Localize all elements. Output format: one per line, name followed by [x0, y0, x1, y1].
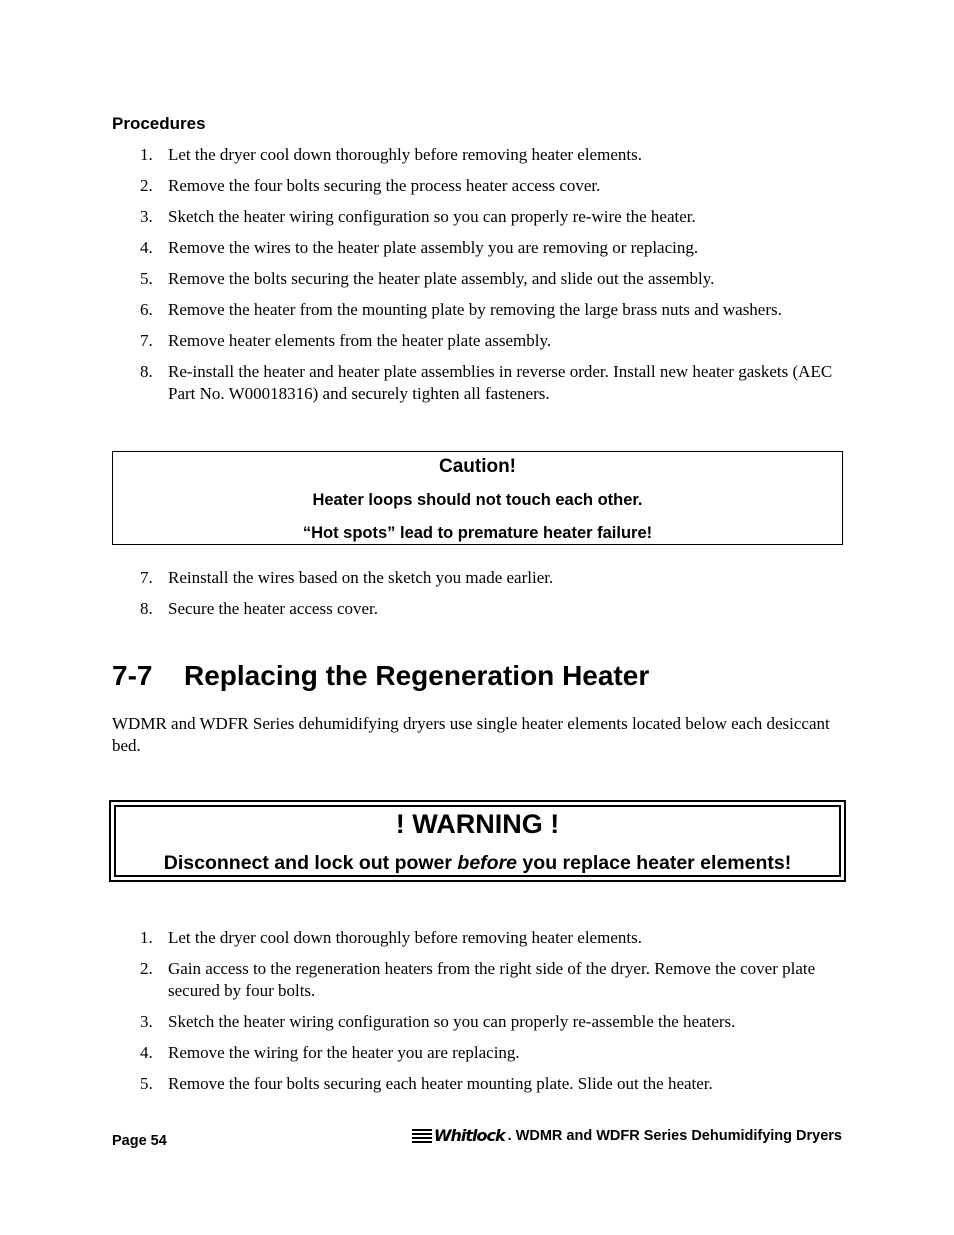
footer-title: Whitlock . WDMR and WDFR Series Dehumidifying Dryers — [412, 1128, 842, 1144]
list-item: 1. Let the dryer cool down thoroughly before removing heater elements. — [140, 145, 642, 164]
list-item: 7. Reinstall the wires based on the sketch you made earlier. — [140, 568, 554, 587]
warning-box — [109, 800, 846, 882]
caution-title: Caution! — [438, 456, 517, 477]
list-item: 8. Secure the heater access cover. — [140, 599, 379, 618]
section-heading — [112, 660, 649, 692]
list-item: 8. Re-install the heater and heater plate assemblies in reverse order. Install new heater gaskets (AEC Part No. W00018316) and securely tighten all fasteners. — [140, 362, 833, 403]
warning-line: Disconnect and lock out power before you replace heater elements! — [163, 852, 792, 874]
list-item: 3. Sketch the heater wiring configuration so you can properly re-wire the heater. — [140, 207, 696, 226]
aec-logo-icon — [412, 1128, 432, 1144]
list-item: 2. Gain access to the regeneration heaters from the right side of the dryer. Remove the cover plate secured by four bolts. — [140, 959, 816, 1000]
section-intro: WDMR and WDFR Series dehumidifying dryers use single heater elements located below each desiccant bed. — [112, 714, 830, 755]
list-item: 5. Remove the four bolts securing each heater mounting plate. Slide out the heater. — [140, 1074, 713, 1093]
regen-steps-list — [112, 927, 847, 1104]
warning-title: ! WARNING ! — [395, 809, 560, 839]
page-number: Page 54 — [112, 1133, 167, 1149]
section-number: 7-7 — [112, 660, 153, 691]
list-item: 6. Remove the heater from the mounting plate by removing the large brass nuts and washers. — [140, 300, 782, 319]
list-item: 3. Sketch the heater wiring configuration so you can properly re-assemble the heaters. — [140, 1012, 736, 1031]
procedures-list — [112, 144, 847, 414]
list-item: 1. Let the dryer cool down thoroughly before removing heater elements. — [140, 928, 642, 947]
list-item: 4. Remove the wires to the heater plate assembly you are removing or replacing. — [140, 238, 699, 257]
procedures-heading: Procedures — [112, 114, 206, 133]
list-item: 5. Remove the bolts securing the heater plate assembly, and slide out the assembly. — [140, 269, 715, 288]
caution-line: “Hot spots” lead to premature heater failure! — [302, 524, 653, 542]
list-item: 7. Remove heater elements from the heater plate assembly. — [140, 331, 552, 350]
caution-box — [112, 451, 843, 545]
whitlock-logo: Whitlock — [412, 1128, 505, 1144]
caution-line: Heater loops should not touch each other. — [312, 491, 643, 509]
section-title: Replacing the Regeneration Heater — [184, 660, 650, 691]
list-item: 2. Remove the four bolts securing the process heater access cover. — [140, 176, 601, 195]
list-item: 4. Remove the wiring for the heater you are replacing. — [140, 1043, 520, 1062]
after-caution-list — [112, 567, 847, 629]
warning-emphasis: before — [457, 852, 518, 874]
